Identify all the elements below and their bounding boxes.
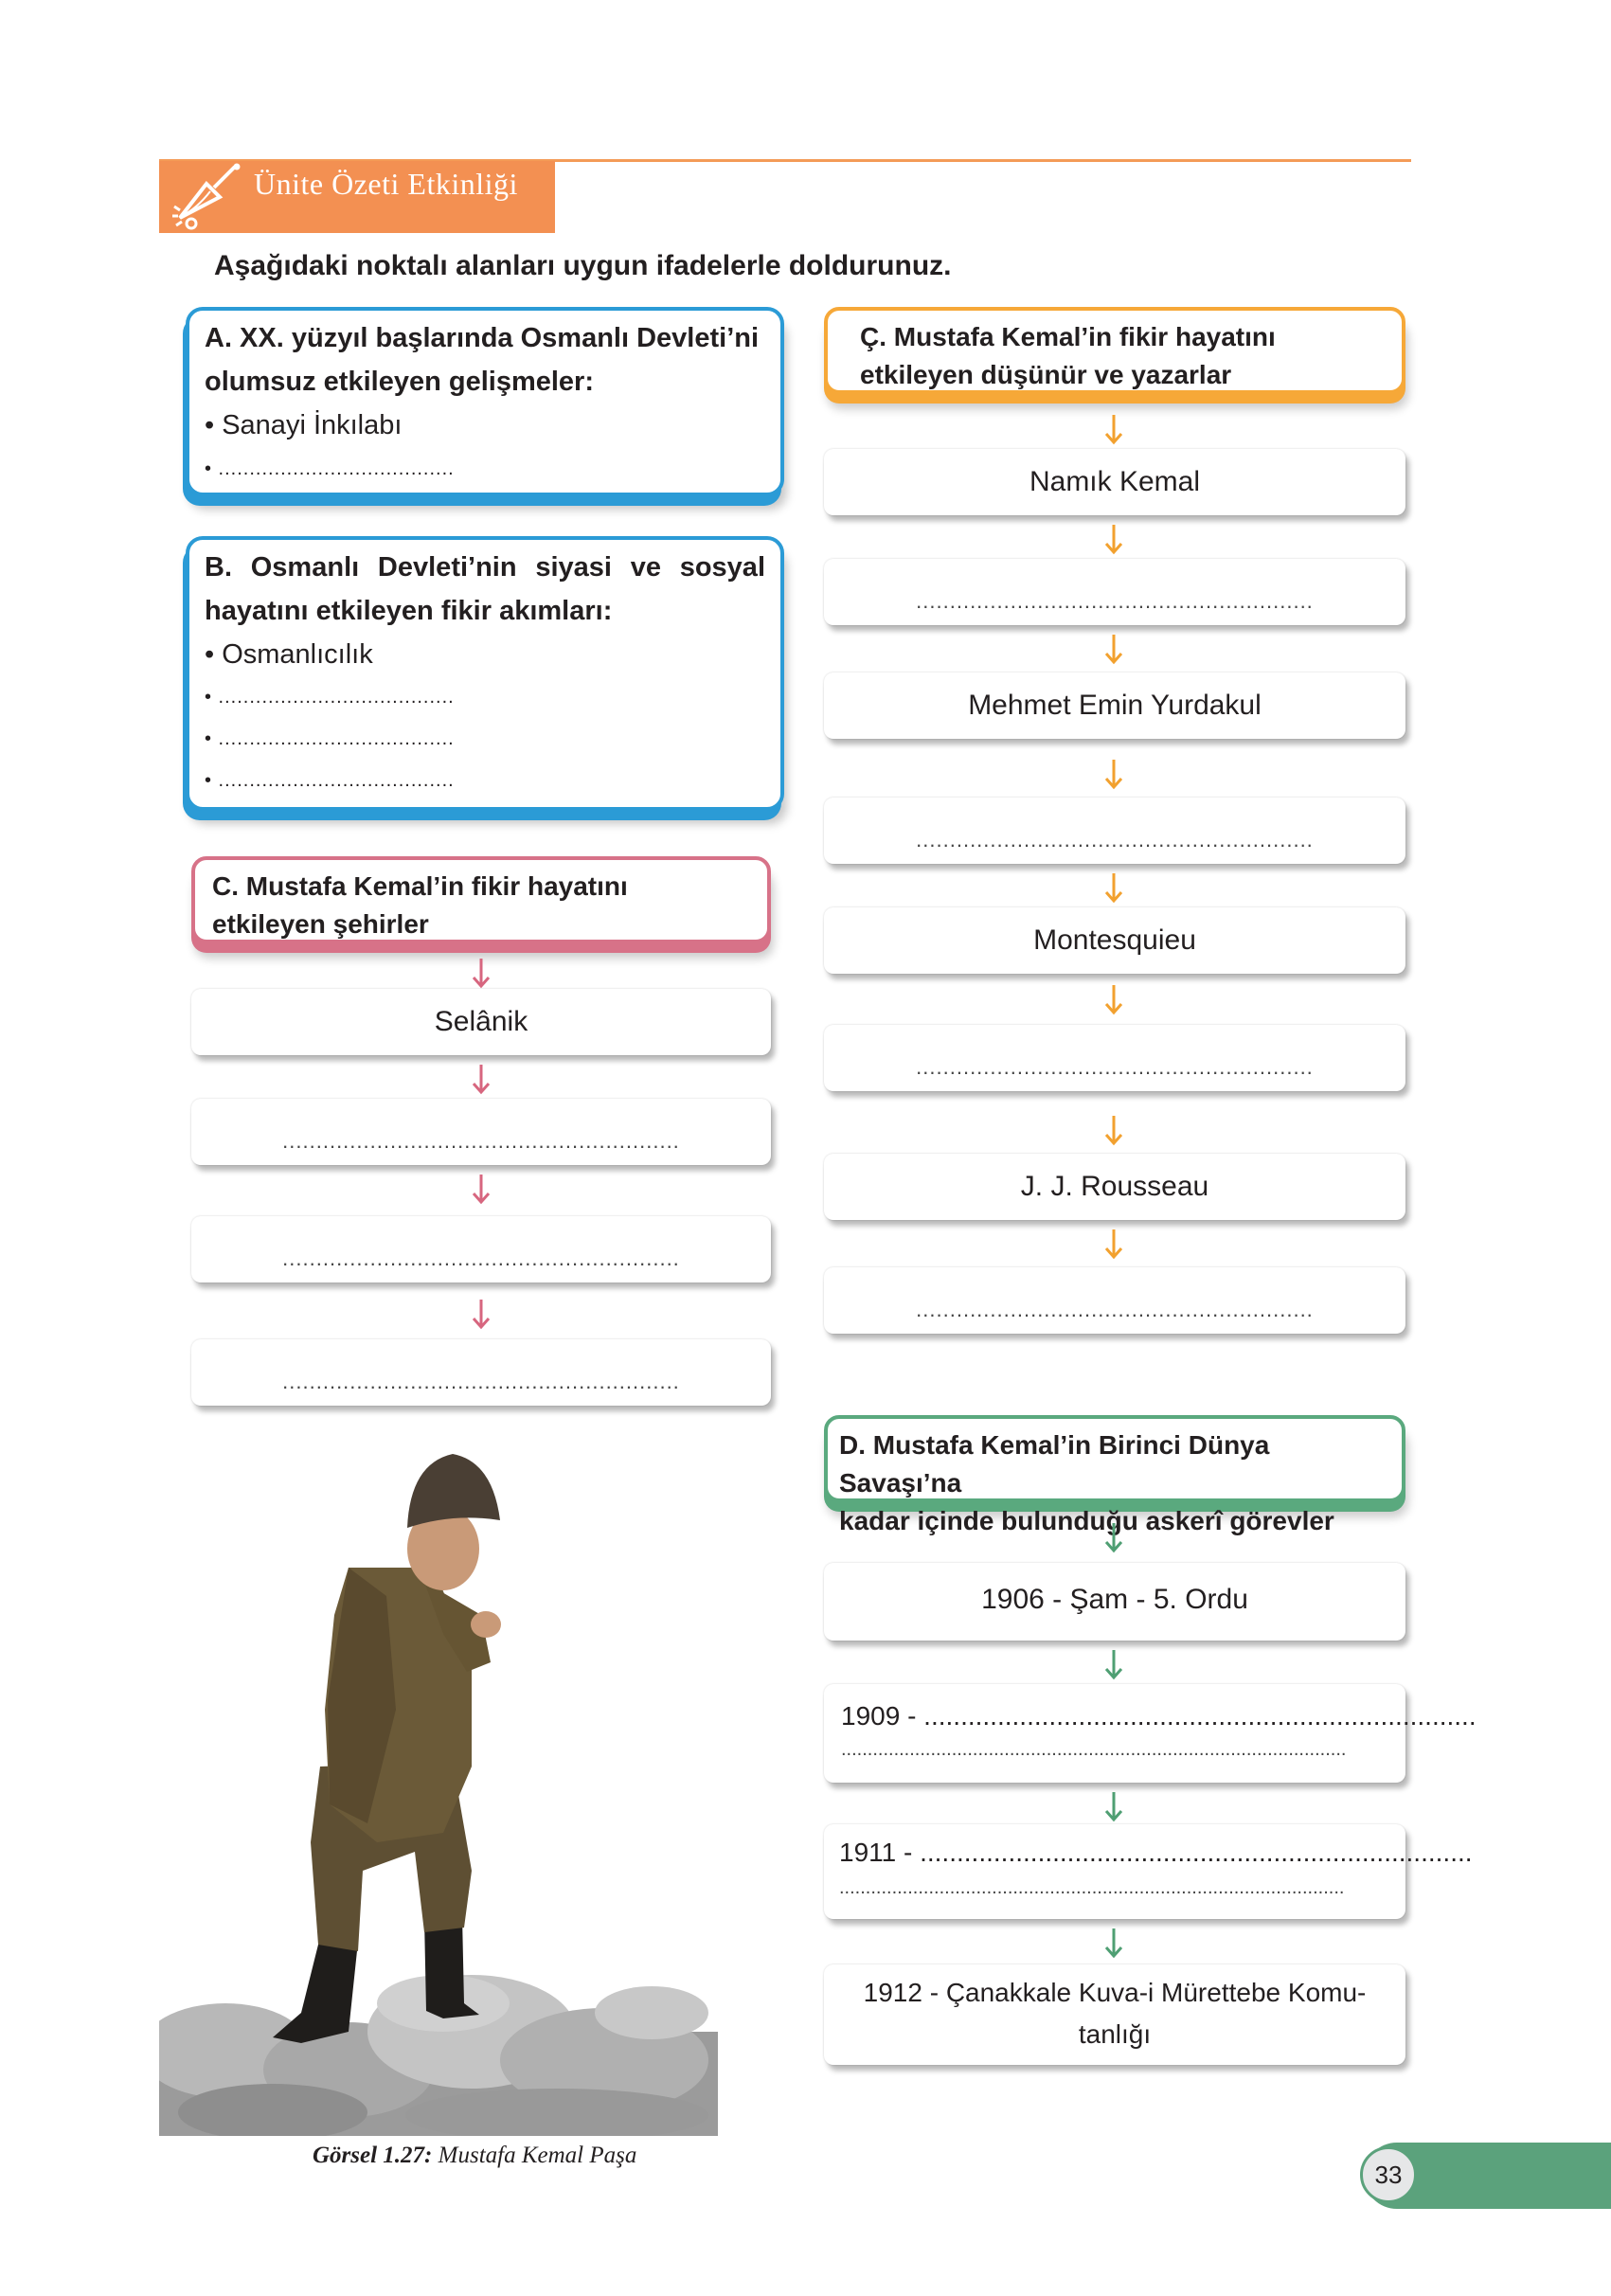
section-a-blank[interactable]: • ...................................... [205, 458, 455, 479]
unit-summary-title: Ünite Özeti Etkinliği [254, 167, 518, 201]
section-b-box [186, 536, 784, 811]
down-arrow-icon [1102, 1648, 1125, 1680]
down-arrow-icon [1102, 1114, 1125, 1146]
duty-label-line-1: 1912 - Çanakkale Kuva-i Mürettebe Komu- [863, 1978, 1367, 2007]
down-arrow-icon [1102, 1228, 1125, 1260]
down-arrow-icon [470, 957, 492, 989]
section-cc-heading-2: etkileyen düşünür ve yazarlar [860, 360, 1232, 389]
thinker-box [824, 907, 1405, 974]
down-arrow-icon [1102, 1521, 1125, 1553]
thinker-blank: ........................................................... [916, 1298, 1314, 1321]
thinker-blank-box[interactable] [824, 1025, 1405, 1091]
city-blank-box[interactable] [191, 1339, 771, 1406]
duty-label: 1906 - Şam - 5. Ordu [981, 1584, 1248, 1615]
thinker-blank-box[interactable] [824, 1267, 1405, 1334]
section-d-heading-2: kadar içinde bulunduğu askerî görevler [839, 1506, 1334, 1535]
city-box [191, 989, 771, 1055]
section-c-heading-1: C. Mustafa Kemal’in fikir hayatını [212, 871, 628, 901]
down-arrow-icon [1102, 523, 1125, 555]
section-b-heading-2: hayatını etkileyen fikir akımları: [205, 596, 613, 626]
duty-blank-box[interactable] [824, 1684, 1477, 1783]
duty-blank-box[interactable] [824, 1824, 1473, 1919]
thinker-label: Mehmet Emin Yurdakul [968, 690, 1262, 721]
bell-icon [169, 163, 246, 233]
section-d-header [824, 1415, 1405, 1535]
thinker-blank-box[interactable] [824, 559, 1405, 625]
figure-caption [313, 2143, 636, 2169]
thinker-blank: ........................................................... [916, 828, 1314, 852]
duty-box [824, 1563, 1405, 1641]
section-c-header [191, 856, 771, 943]
page-number: 33 [1360, 2146, 1417, 2203]
city-blank-box[interactable] [191, 1099, 771, 1165]
section-b-blank[interactable]: • ...................................... [205, 728, 455, 749]
thinker-blank-box[interactable] [824, 798, 1405, 864]
section-a-box [186, 307, 784, 496]
down-arrow-icon [470, 1063, 492, 1095]
section-d-heading-1: D. Mustafa Kemal’in Birinci Dünya Savaşı’na [839, 1430, 1270, 1498]
city-blank: ........................................................... [282, 1129, 680, 1153]
caption-text: Mustafa Kemal Paşa [432, 2143, 637, 2168]
section-b-item: • Osmanlıcılık [205, 639, 373, 670]
section-cc-header [824, 307, 1405, 394]
down-arrow-icon [470, 1173, 492, 1205]
section-c-heading-2: etkileyen şehirler [212, 909, 429, 939]
section-a-heading-2: olumsuz etkileyen gelişmeler: [205, 367, 594, 397]
down-arrow-icon [1102, 758, 1125, 790]
down-arrow-icon [1102, 633, 1125, 665]
thinker-box [824, 673, 1405, 739]
down-arrow-icon [1102, 1927, 1125, 1959]
thinker-label: Namık Kemal [1029, 466, 1201, 497]
section-a-item: • Sanayi İnkılabı [205, 410, 403, 440]
duty-blank-line-1: 1911 - ........................................................................... [839, 1838, 1473, 1867]
duty-blank-line-2: ................................................................................................ [841, 1739, 1347, 1760]
thinker-label: Montesquieu [1033, 924, 1196, 956]
section-b-heading-1: B. Osmanlı Devleti’nin siyasi ve sosyal [205, 552, 765, 583]
city-label: Selânik [434, 1006, 528, 1037]
city-blank: ........................................................... [282, 1370, 680, 1393]
down-arrow-icon [1102, 1790, 1125, 1822]
mustafa-kemal-photo [159, 1426, 718, 2136]
duty-label-line-2: tanlığı [1078, 2019, 1152, 2049]
duty-box [824, 1964, 1405, 2065]
thinker-blank: ........................................................... [916, 1055, 1314, 1079]
thinker-box [824, 1154, 1405, 1220]
down-arrow-icon [470, 1298, 492, 1330]
caption-label: Görsel 1.27: [313, 2143, 433, 2168]
down-arrow-icon [1102, 871, 1125, 904]
down-arrow-icon [1102, 983, 1125, 1015]
thinker-box [824, 449, 1405, 515]
duty-blank-line-1: 1909 - ........................................................................... [841, 1701, 1477, 1731]
thinker-blank: ........................................................... [916, 589, 1314, 613]
section-a-heading-1: A. XX. yüzyıl başlarında Osmanlı Devleti’ni [205, 323, 760, 353]
down-arrow-icon [1102, 413, 1125, 445]
section-cc-heading-1: Ç. Mustafa Kemal’in fikir hayatını [860, 322, 1276, 351]
instruction-text: Aşağıdaki noktalı alanları uygun ifadelerle doldurunuz. [214, 250, 952, 281]
city-blank: ........................................................... [282, 1247, 680, 1270]
section-b-blank[interactable]: • ...................................... [205, 687, 455, 708]
duty-blank-line-2: ................................................................................................ [839, 1877, 1345, 1898]
section-b-blank[interactable]: • ...................................... [205, 770, 455, 791]
city-blank-box[interactable] [191, 1216, 771, 1283]
thinker-label: J. J. Rousseau [1020, 1171, 1209, 1202]
